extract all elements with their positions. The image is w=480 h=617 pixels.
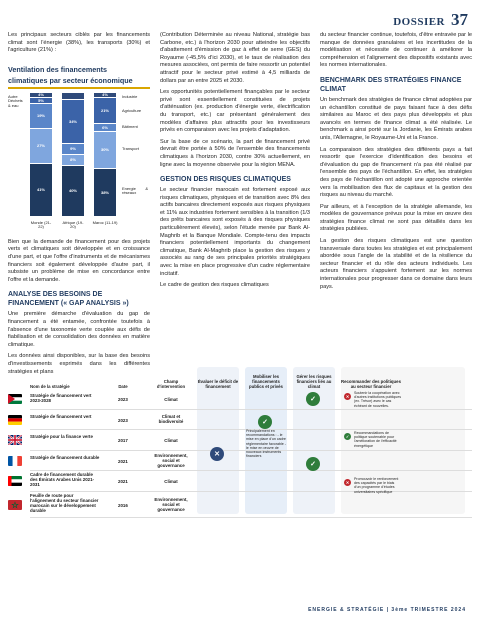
bar-segment bbox=[62, 93, 84, 101]
page-number: 37 bbox=[451, 10, 468, 29]
strategy-date: 2023 bbox=[118, 397, 128, 402]
paragraph-7: Le secteur financier marocain est fortement exposé aux risques climatiques, physiques et de transition avec 8% des actifs bancaires directement exposés aux risques physiques et 11% aux industries fortement sensibles à la transition (1/3 des prêts bancaires sont exposés à des risques physiques particulièrement élevés), selon l'étude menée par Bank Al-Maghrib et la Banque Mondiale. Compte-tenu des impacts financiers potentiellement importants du changement climatique, Bank Al-Maghrib place la gestion des risques y associés au rang de ses principales priorités stratégiques avec la mise en place progressive d'un cadre réglementaire incitatif. bbox=[160, 187, 310, 277]
paragraph-10: Un benchmark des stratégies de finance climat adoptées par un échantillon constitué de pays faisant face à des défis similaires au Maroc et des pays plus développés et plus avancés en termes de finance climat a été réalisée. Le benchmark a ainsi porté sur la Jordanie, les Émirats arabes unis, l'Allemagne, le Royaume-Uni et la France. bbox=[320, 96, 472, 141]
legend-industrie: Industrie bbox=[122, 93, 138, 99]
intro-paragraph: Les principaux secteurs ciblés par les financements climat sont l'énergie (38%), les transports (30%) et l'agriculture (21%) : bbox=[8, 32, 150, 54]
th-champ: Champ d'intervention bbox=[156, 379, 186, 389]
paragraph-5: Les opportunités potentiellement finançables par le secteur privé sont essentiellement constituées de projets d'atténuation (ex. production d'énergie verte, électrification du transport, etc.) car présentant généralement des modèles d'affaires plus attractifs pour les investisseurs privés en comparaison avec les projets d'adaptation. bbox=[160, 89, 310, 134]
strategy-name: Stratégie de financement durable bbox=[30, 454, 100, 460]
column-3 bbox=[320, 32, 472, 295]
legend-transport: Transport bbox=[122, 145, 139, 151]
germany-flag-icon bbox=[8, 415, 22, 425]
table-row bbox=[30, 471, 472, 492]
check-icon: ✓ bbox=[258, 415, 272, 429]
paragraph-12: Par ailleurs, et à l'exception de la stratégie allemande, les modèles de gouvernance prévus pour la mise en œuvre des stratégies finance climat ne sont pas détaillés dans les stratégies publiées. bbox=[320, 203, 472, 233]
sector-chart bbox=[8, 93, 150, 233]
strategy-field: Climat bbox=[164, 479, 178, 484]
strategy-name: Cadre de financement durable des Émirats Arabes Unis 2021-2031 bbox=[30, 472, 95, 487]
strategy-date: 2021 bbox=[118, 479, 128, 484]
page-footer: ENERGIE & STRATÉGIE | 3ème TRIMESTRE 2024 bbox=[308, 607, 466, 613]
strategy-name: Stratégie pour la finance verte bbox=[30, 434, 93, 439]
strategy-field: Climat bbox=[164, 397, 178, 402]
table-row bbox=[30, 389, 472, 410]
uk-flag-icon bbox=[8, 435, 22, 445]
bar-segment: 41% bbox=[30, 164, 52, 217]
bar-segment: 19% bbox=[30, 104, 52, 129]
bar-segment: 34% bbox=[62, 100, 84, 143]
column-2 bbox=[160, 32, 310, 294]
france-flag-icon bbox=[8, 456, 22, 466]
bar-segment: 4% bbox=[30, 93, 52, 98]
bar-segment: 8% bbox=[62, 155, 84, 165]
strategy-date: 2021 bbox=[118, 458, 128, 464]
strategy-field: Environnement, social et gouvernance bbox=[154, 496, 188, 512]
bar-segment: 21% bbox=[94, 98, 116, 124]
strategy-name: Stratégie de financement vert bbox=[30, 413, 92, 419]
note-recom-1: Soutenir la coopération avec d'autres institutions publiques (ex. Trésor) avec le cas échéant de nouvelles. bbox=[354, 391, 402, 408]
benchmark-table bbox=[30, 367, 472, 518]
left-label-0: Autre bbox=[8, 93, 18, 99]
heading-gap-analysis: ANALYSE DES BESOINS DE FINANCEMENT (« GAP ANALYSIS ») bbox=[8, 291, 129, 308]
strategy-name: Feuille de route pour l'alignement du secteur financier marocain sur le développement durable bbox=[30, 492, 99, 513]
strategy-field: Environnement, social et gouvernance bbox=[154, 452, 188, 468]
bar-segment: 30% bbox=[94, 132, 116, 170]
bar-segment: 4% bbox=[94, 93, 116, 98]
strategy-field: Climat bbox=[164, 438, 178, 443]
xlabel-afrique: Afrique (19-20) bbox=[62, 219, 84, 230]
check-icon: ✓ bbox=[306, 457, 320, 471]
heading-risques: GESTION DES RISQUES CLIMATIQUES bbox=[160, 176, 291, 184]
paragraph-9: du secteur financier continue, toutefois, d'être entravée par le manque de données granulaires et les incertitudes de la modélisation et nécessite de continuer à améliorer la compréhension et l'alignement des dispositifs existants avec les normes internationales. bbox=[320, 32, 472, 69]
paragraph-3: Les données ainsi disponibles, sur la base des besoins d'investissements exprimés dans les différentes stratégies et plans bbox=[8, 353, 150, 375]
check-icon: ✓ bbox=[345, 434, 350, 439]
stacked-bar bbox=[94, 93, 116, 217]
strategy-date: 2016 bbox=[118, 502, 128, 508]
legend-batiment: Bâtiment bbox=[122, 123, 138, 129]
th-recom: Recommander des politiques au secteur financier bbox=[341, 379, 401, 389]
th-mobil: Mobiliser les financements publics et privés bbox=[249, 374, 283, 389]
strategy-date: 2023 bbox=[118, 417, 128, 423]
heading-benchmark: BENCHMARK DES STRATÉGIES FINANCE CLIMAT bbox=[320, 76, 462, 93]
paragraph-1: Bien que la demande de financement pour des projets verts et climatiques soit développée et en croissance d'une part, et que l'offre d'instruments et de mécanismes financiers soit également développée d'autre part, il subsiste un problème de mise en concordance entre l'offre et la demande. bbox=[8, 238, 150, 283]
uae-flag-icon bbox=[8, 476, 22, 486]
th-date: Date bbox=[118, 384, 128, 389]
bar-segment: 5% bbox=[30, 98, 52, 104]
xlabel-maroc: Maroc (11-19) bbox=[92, 219, 118, 225]
legend-agriculture: Agriculture bbox=[122, 107, 142, 113]
note-mobiliser: Principalement en recommandations : - le mise en place d'un cadre réglementaire favorable - le mise en œuvre de nouveaux instruments financiers bbox=[246, 429, 286, 459]
xlabel-monde: Monde (21-22) bbox=[30, 219, 52, 230]
paragraph-8: Le cadre de gestion des risques climatiques bbox=[160, 282, 269, 289]
strategy-date: 2017 bbox=[118, 438, 128, 443]
note-recom-3: Promouvoir le renforcement des capacités par le biais d'un programme d'études universitaires spécifique bbox=[354, 477, 399, 494]
bar-segment: 27% bbox=[30, 129, 52, 164]
th-gerer: Gérer les risques financiers liés au climat bbox=[296, 374, 332, 389]
page-header bbox=[393, 10, 468, 30]
cross-icon: ✕ bbox=[345, 394, 350, 399]
morocco-flag-icon bbox=[8, 500, 22, 510]
jordan-flag-icon bbox=[8, 394, 22, 404]
column-1 bbox=[8, 32, 150, 380]
bar-segment: 9% bbox=[62, 144, 84, 156]
left-label-1: Déchets bbox=[8, 98, 23, 104]
chart-title-line-2: climatiques par secteur économique bbox=[8, 75, 133, 85]
table-row bbox=[30, 410, 472, 431]
check-icon: ✓ bbox=[306, 392, 320, 406]
title-underline bbox=[8, 87, 150, 89]
stacked-bar bbox=[62, 93, 84, 217]
table-row bbox=[30, 492, 472, 518]
cross-icon: ✕ bbox=[345, 480, 350, 485]
cross-icon: ✕ bbox=[210, 447, 224, 461]
paragraph-11: La comparaison des stratégies des différents pays a fait ressortir que l'exercice d'identification des besoins et d'évaluation du gap de financement n'a pas été réalisé par l'ensemble des pays de l'échantillon. En effet, les stratégies des pays de l'échantillon ont adopté une approche orientée vers la mobilisation des flux de capitaux et la gestion des risques au niveau du marché. bbox=[320, 146, 472, 199]
strategy-name: Stratégie de financement vert 2023-2028 bbox=[30, 393, 92, 403]
left-label-2: & eau bbox=[8, 102, 19, 108]
th-eval: Évaluer le déficit de financement bbox=[197, 379, 239, 389]
chart-title-line-1: Ventilation des financements bbox=[8, 64, 108, 74]
bar-segment: 38% bbox=[94, 169, 116, 217]
paragraph-2: Une première démarche d'évaluation du gap de financement a été entamée, confrontée toutefois à l'absence d'une taxonomie verte couplée aux défis de fiabilisation et de consolidation des données en matière climatique. bbox=[8, 311, 150, 348]
left-label bbox=[8, 95, 23, 109]
paragraph-4: (Contribution Déterminée au niveau National, stratégie bas Carbone, etc.) à l'horizon 2030 pour atteindre les objectifs d'abattement d'émission de gaz à effet de serre (GES) du Royaume (-45,5% d'ici 2030), et le taux de réalisation des mesures associées, ont permis de faire ressortir un potentiel attractif pour le secteur privé estimé à 4,5 milliards de dollars par an entre 2025 et 2030. bbox=[160, 32, 310, 84]
paragraph-13: La gestion des risques climatiques est une question transversale dans toutes les stratégies et est principalement abordée sous l'angle de la stabilité et de la résilience du secteur financier et du rôle des acteurs individuels. Les acteurs financiers s'appuient fortement sur les normes internationales pour progresser dans ce domaine dans leurs pays. bbox=[320, 238, 472, 290]
section-label: DOSSIER bbox=[393, 16, 445, 28]
table-header bbox=[30, 367, 472, 389]
bar-segment: 40% bbox=[62, 166, 84, 217]
legend-energie: Energie & réseaux bbox=[122, 185, 148, 196]
stacked-bar bbox=[30, 93, 52, 217]
th-strat: Nom de la stratégie bbox=[30, 384, 70, 389]
strategy-field: Climat et biodiversité bbox=[158, 413, 184, 424]
note-recom-2: Recommandations de politique soutenable pour l'amélioration de l'efficacité énergétique bbox=[354, 431, 397, 448]
paragraph-6: Sur la base de ce scénario, la part de financement privé devrait être portée à 50% de l'ensemble des financements climatiques à l'horizon 2030, contre 30% actuellement, en ligne avec la moyenne observée pour la région MENA. bbox=[160, 138, 310, 168]
bar-segment: 6% bbox=[94, 124, 116, 132]
